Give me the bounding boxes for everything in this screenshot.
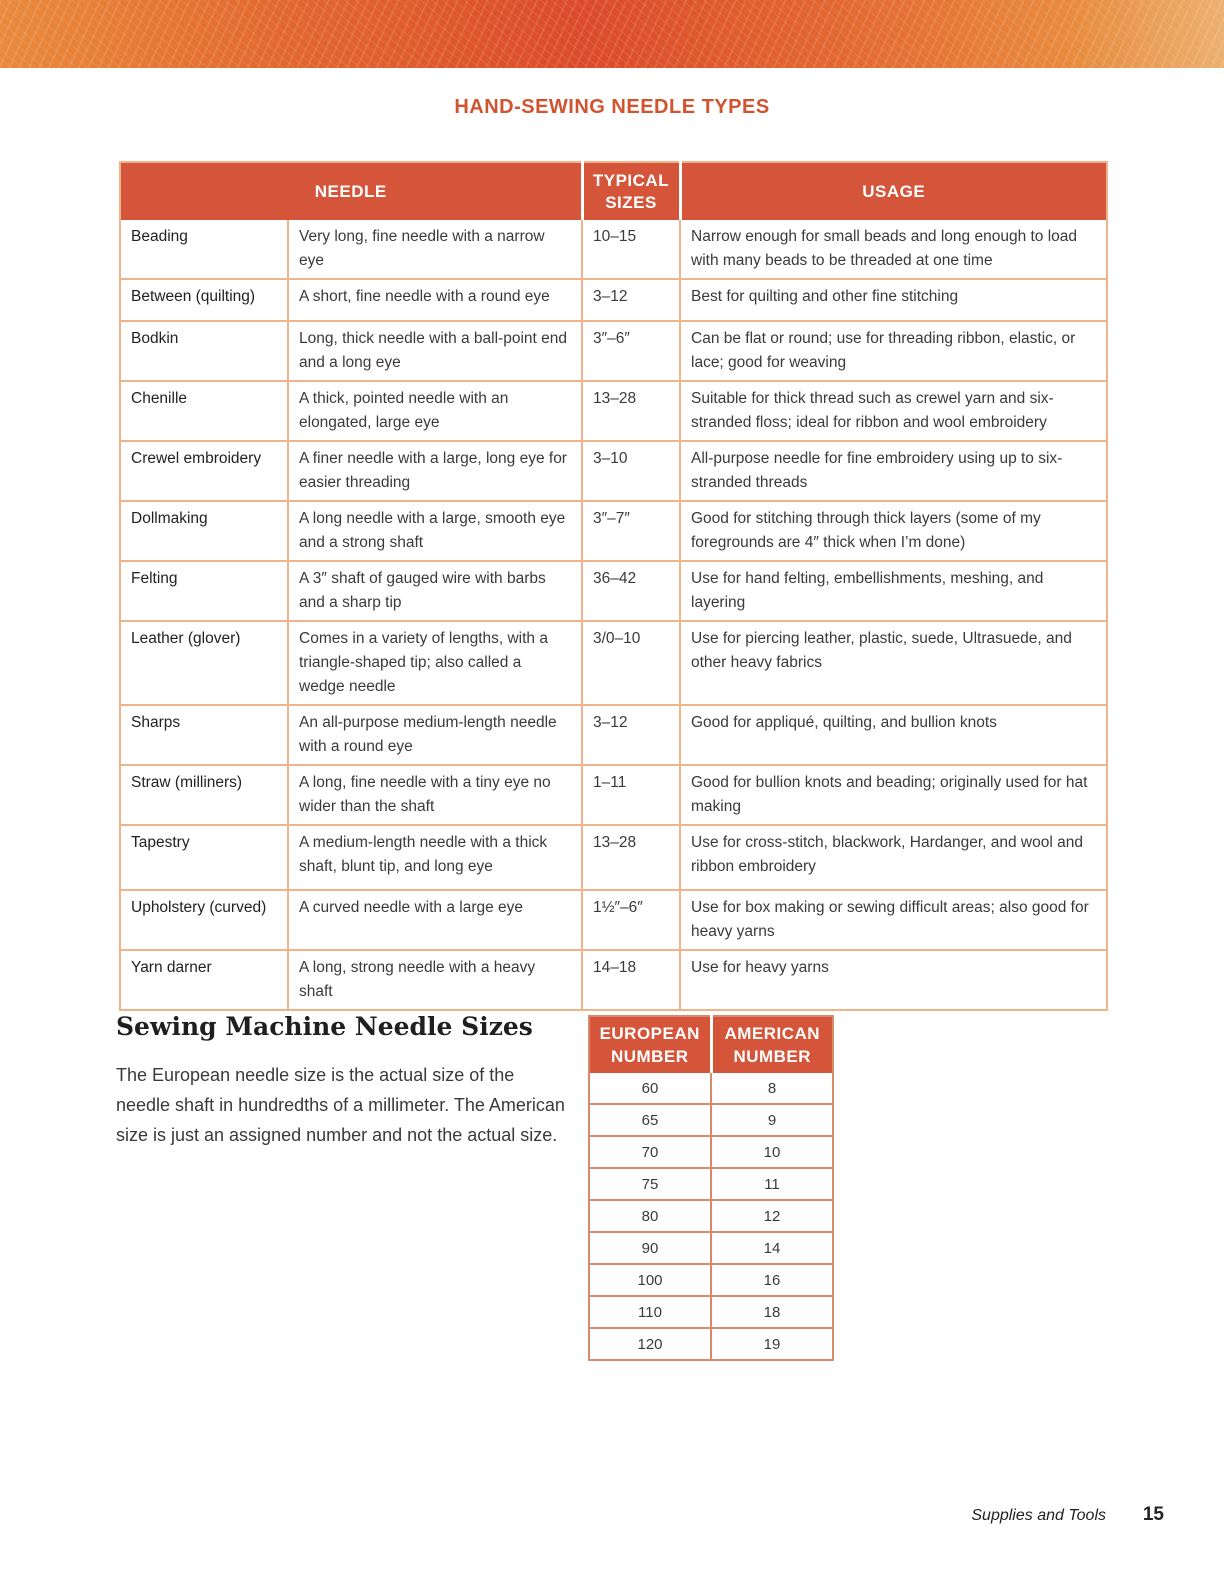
table-row [589,1073,833,1104]
needle-description-cell: A 3″ shaft of gauged wire with barbs and a sharp tip [288,561,582,621]
usage-cell: Use for hand felting, embellishments, meshing, and layering [680,561,1107,621]
section-body-text: The European needle size is the actual size of the needle shaft in hundredths of a millimeter. The American size is just an assigned number and not the actual size. [116,1065,565,1145]
needle-name-cell: Yarn darner [120,950,288,1010]
needle-description-cell: Very long, fine needle with a narrow eye [288,220,582,279]
typical-sizes-cell: 3″–7″ [582,501,680,561]
typical-sizes-cell: 1–11 [582,765,680,825]
typical-sizes-cell: 14–18 [582,950,680,1010]
typical-sizes-cell: 36–42 [582,561,680,621]
needle-name-cell: Leather (glover) [120,621,288,705]
table-row [120,765,1107,825]
needle-description-cell: A finer needle with a large, long eye for easier threading [288,441,582,501]
usage-cell: Suitable for thick thread such as crewel yarn and six-stranded floss; ideal for ribbon and wool embroidery [680,381,1107,441]
table-row [120,501,1107,561]
usage-cell: Narrow enough for small beads and long enough to load with many beads to be threaded at one time [680,220,1107,279]
european-number-cell: 65 [589,1104,711,1136]
typical-sizes-cell: 1½″–6″ [582,890,680,950]
needle-name-cell: Upholstery (curved) [120,890,288,950]
needle-description-cell: A long, fine needle with a tiny eye no wider than the shaft [288,765,582,825]
typical-sizes-cell: 3–12 [582,705,680,765]
needle-name-cell: Between (quilting) [120,279,288,321]
decorative-banner [0,0,1224,68]
american-number-cell: 8 [711,1073,833,1104]
table-row [589,1296,833,1328]
table-row [120,220,1107,279]
needle-name-cell: Straw (milliners) [120,765,288,825]
header-needle: NEEDLE [120,162,582,220]
american-number-cell: 16 [711,1264,833,1296]
header-typical-sizes: TYPICAL SIZES [582,162,680,220]
needle-description-cell: A long needle with a large, smooth eye and a strong shaft [288,501,582,561]
american-number-cell: 18 [711,1296,833,1328]
table-row [120,321,1107,381]
needle-description-cell: A medium-length needle with a thick shaft, blunt tip, and long eye [288,825,582,890]
table-row [120,381,1107,441]
table-row [589,1104,833,1136]
usage-cell: Use for piercing leather, plastic, suede, Ultrasuede, and other heavy fabrics [680,621,1107,705]
american-number-cell: 11 [711,1168,833,1200]
american-number-cell: 12 [711,1200,833,1232]
needle-description-cell: An all-purpose medium-length needle with a round eye [288,705,582,765]
american-number-cell: 19 [711,1328,833,1360]
machine-needle-size-table [588,1015,834,1361]
table-row [589,1232,833,1264]
needle-name-cell: Felting [120,561,288,621]
european-number-cell: 100 [589,1264,711,1296]
table-row [589,1328,833,1360]
needle-name-cell: Crewel embroidery [120,441,288,501]
typical-sizes-cell: 3–12 [582,279,680,321]
table-header-row [589,1016,833,1073]
section-heading: Sewing Machine Needle Sizes [116,1012,533,1041]
european-number-cell: 70 [589,1136,711,1168]
needle-description-cell: A curved needle with a large eye [288,890,582,950]
table-row [120,825,1107,890]
typical-sizes-cell: 13–28 [582,825,680,890]
european-number-cell: 110 [589,1296,711,1328]
american-number-cell: 9 [711,1104,833,1136]
header-usage: USAGE [680,162,1107,220]
table-row [120,705,1107,765]
usage-cell: Use for cross-stitch, blackwork, Hardanger, and wool and ribbon embroidery [680,825,1107,890]
typical-sizes-cell: 10–15 [582,220,680,279]
american-number-cell: 14 [711,1232,833,1264]
table-row [120,279,1107,321]
american-number-cell: 10 [711,1136,833,1168]
table-row [120,441,1107,501]
needle-name-cell: Chenille [120,381,288,441]
table-row [589,1136,833,1168]
needle-name-cell: Tapestry [120,825,288,890]
typical-sizes-cell: 3″–6″ [582,321,680,381]
european-number-cell: 90 [589,1232,711,1264]
needle-description-cell: A short, fine needle with a round eye [288,279,582,321]
typical-sizes-cell: 3/0–10 [582,621,680,705]
usage-cell: Can be flat or round; use for threading ribbon, elastic, or lace; good for weaving [680,321,1107,381]
table-row [589,1168,833,1200]
usage-cell: Good for stitching through thick layers (some of my foregrounds are 4″ thick when I’m done) [680,501,1107,561]
header-american-number: AMERICAN NUMBER [711,1016,833,1073]
usage-cell: Good for bullion knots and beading; originally used for hat making [680,765,1107,825]
needle-description-cell: A long, strong needle with a heavy shaft [288,950,582,1010]
needle-description-cell: A thick, pointed needle with an elongated, large eye [288,381,582,441]
european-number-cell: 60 [589,1073,711,1104]
table-row [120,890,1107,950]
table-header-row [120,162,1107,220]
needle-name-cell: Beading [120,220,288,279]
page-number: 15 [1142,1504,1164,1525]
hand-sewing-needle-table [119,161,1108,1011]
european-number-cell: 80 [589,1200,711,1232]
table-row [120,950,1107,1010]
page-title: HAND-SEWING NEEDLE TYPES [454,96,770,118]
european-number-cell: 75 [589,1168,711,1200]
european-number-cell: 120 [589,1328,711,1360]
header-european-number: EUROPEAN NUMBER [589,1016,711,1073]
table-row [120,621,1107,705]
needle-name-cell: Bodkin [120,321,288,381]
typical-sizes-cell: 3–10 [582,441,680,501]
table-row [589,1264,833,1296]
needle-name-cell: Dollmaking [120,501,288,561]
table-row [120,561,1107,621]
needle-name-cell: Sharps [120,705,288,765]
table-row [589,1200,833,1232]
footer-section-title: Supplies and Tools [971,1507,1106,1524]
usage-cell: Best for quilting and other fine stitching [680,279,1107,321]
typical-sizes-cell: 13–28 [582,381,680,441]
usage-cell: Use for box making or sewing difficult areas; also good for heavy yarns [680,890,1107,950]
usage-cell: All-purpose needle for fine embroidery using up to six-stranded threads [680,441,1107,501]
usage-cell: Use for heavy yarns [680,950,1107,1010]
needle-description-cell: Comes in a variety of lengths, with a triangle-shaped tip; also called a wedge needle [288,621,582,705]
usage-cell: Good for appliqué, quilting, and bullion knots [680,705,1107,765]
needle-description-cell: Long, thick needle with a ball-point end and a long eye [288,321,582,381]
